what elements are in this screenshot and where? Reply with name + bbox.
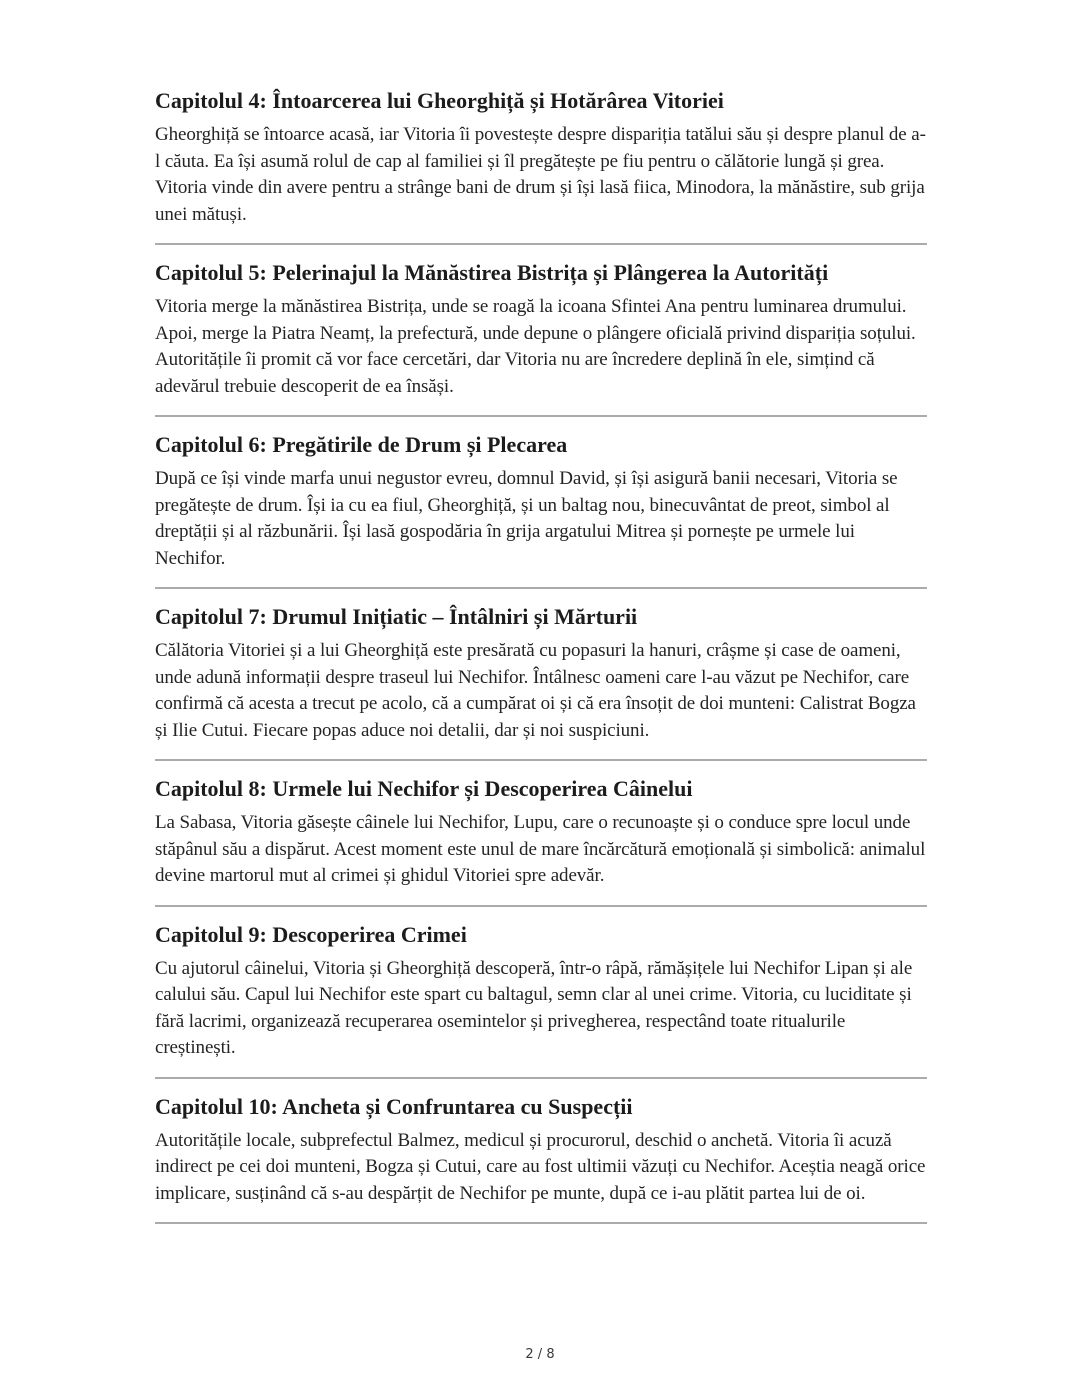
chapter-section <box>155 430 927 589</box>
chapter-summary: Cu ajutorul câinelui, Vitoria și Gheorghiță descoperă, într-o râpă, rămășițele lui Nechifor Lipan și ale calului său. Capul lui Nechifor este spart cu baltagul, semn clar al unei crime. Vitoria, cu luciditate și fără lacrimi, organizează recuperarea osemintelor și privegherea, respectând toate ritualurile creștinești. <box>155 957 913 1058</box>
chapter-heading: Capitolul 10: Ancheta și Confruntarea cu Suspecții <box>155 1093 633 1119</box>
chapter-heading: Capitolul 6: Pregătirile de Drum și Plecarea <box>155 432 568 457</box>
chapter-summary: Vitoria merge la mănăstirea Bistrița, unde se roagă la icoana Sfintei Ana pentru luminarea drumului. Apoi, merge la Piatra Neamț, la prefectură, unde depune o plângere oficială privind dispariția soțului. Autoritățile îi promit că vor face cercetări, dar Vitoria nu are încredere deplină în ele, simțind că adevărul trebuie descoperit de ea însăși. <box>155 296 916 397</box>
page-number: 2 / 8 <box>525 1347 555 1362</box>
chapter-summary: Călătoria Vitoriei și a lui Gheorghiță este presărată cu popasuri la hanuri, crâșme și case de oameni, unde adună informații despre traseul lui Nechifor. Întâlnesc oameni care l-au văzut pe Nechifor, care confirmă că acesta a trecut pe acolo, că a cumpărat oi și că era însoțit de doi munteni: Calistrat Bogza și Ilie Cutui. Fiecare popas aduce noi detalii, dar și noi suspiciuni. <box>155 640 916 741</box>
section-divider <box>155 1222 927 1224</box>
chapter-section <box>155 86 927 245</box>
chapter-list <box>155 86 927 1237</box>
section-divider <box>155 1077 927 1079</box>
section-divider <box>155 587 927 589</box>
chapter-heading: Capitolul 5: Pelerinajul la Mănăstirea Bistrița și Plângerea la Autorități <box>155 260 829 285</box>
chapter-section <box>155 258 927 417</box>
chapter-section <box>155 1092 927 1225</box>
chapter-section <box>155 920 927 1079</box>
section-divider <box>155 415 927 417</box>
chapter-summary: Gheorghiță se întoarce acasă, iar Vitoria îi povestește despre dispariția tatălui său și despre planul de a-l căuta. Ea își asumă rolul de cap al familiei și îl pregătește pe fiu pentru o călătorie lungă și grea. Vitoria vinde din avere pentru a strânge bani de drum și își lasă fiica, Minodora, la mănăstire, sub grija unei mătuși. <box>155 124 926 225</box>
chapter-heading: Capitolul 8: Urmele lui Nechifor și Descoperirea Câinelui <box>155 776 693 801</box>
section-divider <box>155 243 927 245</box>
page-footer <box>0 1347 1080 1362</box>
chapter-summary: După ce își vinde marfa unui negustor evreu, domnul David, și își asigură banii necesari, Vitoria se pregătește de drum. Își ia cu ea fiul, Gheorghiță, și un baltag nou, binecuvântat de preot, simbol al dreptății și al răzbunării. Își lasă gospodăria în grija argatului Mitrea și pornește pe urmele lui Nechifor. <box>155 468 898 569</box>
chapter-section <box>155 602 927 761</box>
section-divider <box>155 905 927 907</box>
section-divider <box>155 759 927 761</box>
chapter-summary: Autoritățile locale, subprefectul Balmez, medicul și procurorul, deschid o anchetă. Vitoria îi acuză indirect pe cei doi munteni, Bogza și Cutui, care au fost ultimii văzuți cu Nechifor. Aceștia neagă orice implicare, susținând că s-au despărțit de Nechifor pe munte, după ce i-au plătit partea lui de oi. <box>155 1129 926 1204</box>
chapter-summary: La Sabasa, Vitoria găsește câinele lui Nechifor, Lupu, care o recunoaște și o conduce spre locul unde stăpânul său a dispărut. Acest moment este unul de mare încărcătură emoțională și simbolică: animalul devine martorul mut al crimei și ghidul Vitoriei spre adevăr. <box>155 812 926 886</box>
chapter-section <box>155 774 927 907</box>
chapter-heading: Capitolul 4: Întoarcerea lui Gheorghiță și Hotărârea Vitoriei <box>155 88 724 113</box>
chapter-heading: Capitolul 7: Drumul Inițiatic – Întâlniri și Mărturii <box>155 604 638 629</box>
chapter-heading: Capitolul 9: Descoperirea Crimei <box>155 921 467 947</box>
